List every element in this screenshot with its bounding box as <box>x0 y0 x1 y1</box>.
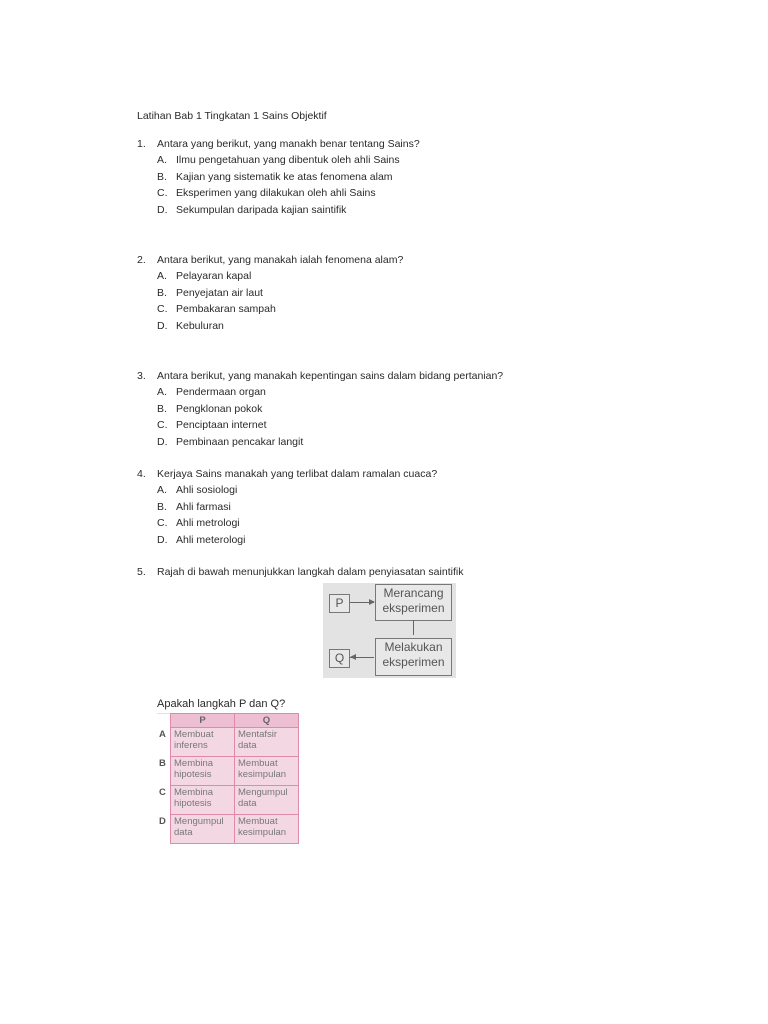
option-letter: D. <box>157 435 168 448</box>
option-text: Penyejatan air laut <box>176 286 263 299</box>
option-letter: C. <box>157 419 168 431</box>
document-title: Latihan Bab 1 Tingkatan 1 Sains Objektif <box>137 110 327 122</box>
cell-q: Mengumpul data <box>235 786 299 815</box>
arrow-head-icon <box>350 654 356 660</box>
cell-p: Mengumpul data <box>171 815 235 844</box>
q-box: Q <box>329 649 350 668</box>
option-letter: A. <box>157 484 167 496</box>
option-letter: A. <box>157 154 167 166</box>
step-melakukan-box: Melakukan eksperimen <box>375 638 452 676</box>
option-letter: B. <box>157 402 167 415</box>
question-stem: Antara berikut, yang manakah ialah fenomena alam? <box>157 254 404 266</box>
option-letter: D. <box>157 533 168 546</box>
option-letter: A. <box>157 386 167 398</box>
option-text: Sekumpulan daripada kajian saintifik <box>176 203 347 216</box>
option-text: Ahli meterologi <box>176 533 246 546</box>
question-stem: Antara berikut, yang manakah kepentingan sains dalam bidang pertanian? <box>157 370 504 382</box>
cell-p: Membina hipotesis <box>171 786 235 815</box>
cell-q: Membuat kesimpulan <box>235 815 299 844</box>
table-header-row <box>157 714 299 728</box>
question-number: 5. <box>137 566 146 578</box>
option-text: Pengklonan pokok <box>176 402 263 415</box>
cell-q: Mentafsir data <box>235 728 299 757</box>
question-stem: Antara yang berikut, yang manakh benar tentang Sains? <box>157 138 420 150</box>
option-text: Kebuluran <box>176 319 224 332</box>
header-p: P <box>171 714 235 728</box>
option-text: Pelayaran kapal <box>176 270 252 282</box>
option-letter: A. <box>157 270 167 282</box>
step-merancang-box: Merancang eksperimen <box>375 584 452 621</box>
question-number: 3. <box>137 370 146 382</box>
table-row <box>157 728 299 757</box>
question-stem: Kerjaya Sains manakah yang terlibat dalam ramalan cuaca? <box>157 468 438 480</box>
table-row <box>157 815 299 844</box>
row-label: D <box>157 815 171 844</box>
option-text: Ahli farmasi <box>176 500 231 513</box>
option-text: Ahli sosiologi <box>176 484 238 496</box>
option-letter: D. <box>157 203 168 216</box>
option-letter: B. <box>157 500 167 513</box>
header-q: Q <box>235 714 299 728</box>
option-letter: C. <box>157 517 168 529</box>
question-number: 4. <box>137 468 146 480</box>
table-row <box>157 786 299 815</box>
cell-q: Membuat kesimpulan <box>235 757 299 786</box>
option-text: Ahli metrologi <box>176 517 240 529</box>
option-letter: D. <box>157 319 168 332</box>
arrow-down <box>413 620 414 635</box>
answer-table <box>157 713 299 844</box>
cell-p: Membuat inferens <box>171 728 235 757</box>
option-letter: B. <box>157 286 167 299</box>
table-row <box>157 757 299 786</box>
option-text: Pembakaran sampah <box>176 303 276 315</box>
cell-p: Membina hipotesis <box>171 757 235 786</box>
option-text: Ilmu pengetahuan yang dibentuk oleh ahli Sains <box>176 154 400 166</box>
option-text: Eksperimen yang dilakukan oleh ahli Sains <box>176 187 376 199</box>
option-text: Kajian yang sistematik ke atas fenomena alam <box>176 170 393 183</box>
question-number: 2. <box>137 254 146 266</box>
question-stem: Rajah di bawah menunjukkan langkah dalam penyiasatan saintifik <box>157 566 464 578</box>
p-box: P <box>329 594 350 613</box>
option-letter: C. <box>157 303 168 315</box>
process-diagram <box>323 583 456 678</box>
row-label: C <box>157 786 171 815</box>
row-label: A <box>157 728 171 757</box>
question-number: 1. <box>137 138 146 150</box>
option-text: Pembinaan pencakar langit <box>176 435 304 448</box>
option-letter: C. <box>157 187 168 199</box>
option-letter: B. <box>157 170 167 183</box>
q5-prompt: Apakah langkah P dan Q? <box>157 698 286 710</box>
option-text: Penciptaan internet <box>176 419 267 431</box>
option-text: Pendermaan organ <box>176 386 266 398</box>
row-label: B <box>157 757 171 786</box>
